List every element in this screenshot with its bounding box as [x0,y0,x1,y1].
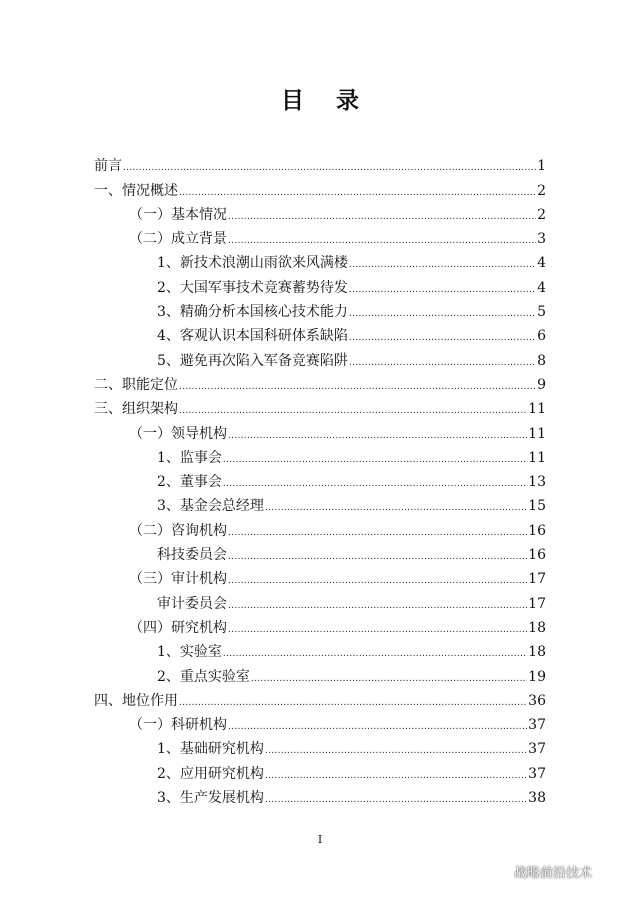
toc-leader-dots [228,210,536,224]
toc-entry-page: 13 [528,474,546,491]
toc-entry[interactable] [94,445,546,469]
toc-entry[interactable] [94,226,546,250]
toc-leader-dots [179,380,536,394]
toc-entry-page: 36 [528,692,546,709]
toc-entry-label: （一）领导机构 [129,425,227,442]
toc-entry-label: 1、基础研究机构 [157,741,264,758]
toc-leader-dots [228,720,527,734]
toc-entry-page: 37 [528,717,546,734]
toc-entry-label: 2、大国军事技术竞赛蓄势待发 [157,279,348,296]
toc-entry[interactable] [94,712,546,736]
toc-leader-dots [265,744,527,758]
toc-leader-dots [223,647,527,661]
toc-entry-label: 5、避免再次陷入军备竞赛陷阱 [157,352,348,369]
toc-entry[interactable] [94,688,546,712]
toc-entry-label: 2、重点实验室 [157,668,250,685]
toc-entry-page: 11 [528,401,546,418]
toc-entry-page: 9 [537,376,546,393]
toc-entry-page: 17 [528,595,546,612]
toc-entry-page: 1 [537,158,546,175]
toc-entry-label: 审计委员会 [157,595,227,612]
toc-leader-dots [228,599,527,613]
toc-entry-page: 16 [528,547,546,564]
toc-leader-dots [349,283,536,297]
toc-leader-dots [228,623,527,637]
toc-entry-page: 4 [537,279,546,296]
toc-entry-label: （二）咨询机构 [129,522,227,539]
toc-leader-dots [349,307,536,321]
toc-leader-dots [265,793,527,807]
toc-entry-page: 3 [537,231,546,248]
toc-entry-page: 11 [528,449,546,466]
toc-entry[interactable] [94,347,546,371]
toc-entry-label: 2、应用研究机构 [157,765,264,782]
toc-entry[interactable] [94,542,546,566]
toc-entry[interactable] [94,517,546,541]
toc-entry-label: 1、监事会 [157,449,222,466]
toc-entry-page: 19 [528,668,546,685]
toc-leader-dots [228,234,536,248]
watermark-text: 战略前沿技术 [514,866,593,881]
toc-entry-label: （一）基本情况 [129,206,227,223]
toc-leader-dots [179,696,527,710]
toc-entry-label: 4、客观认识本国科研体系缺陷 [157,328,348,345]
toc-entry-label: （四）研究机构 [129,619,227,636]
toc-leader-dots [265,501,527,515]
toc-entry-page: 5 [537,304,546,321]
toc-leader-dots [179,404,527,418]
toc-leader-dots [179,186,536,200]
toc-entry-page: 2 [537,206,546,223]
toc-entry[interactable] [94,372,546,396]
toc-entry-label: 四、地位作用 [94,692,178,709]
toc-entry-label: 三、组织架构 [94,401,178,418]
toc-entry[interactable] [94,736,546,760]
toc-entry-label: 一、情况概述 [94,182,178,199]
toc-entry-page: 15 [528,498,546,515]
toc-entry-page: 2 [537,182,546,199]
toc-leader-dots [349,331,536,345]
toc-entry[interactable] [94,566,546,590]
toc-entry-page: 38 [528,790,546,807]
toc-leader-dots [123,161,536,175]
toc-entry[interactable] [94,153,546,177]
toc-leader-dots [228,574,527,588]
toc-leader-dots [223,477,527,491]
page-title: 目 录 [280,88,371,114]
toc-entry[interactable] [94,615,546,639]
toc-entry-label: （二）成立背景 [129,231,227,248]
toc-leader-dots [265,769,527,783]
toc-entry-label: 前言 [94,158,122,175]
toc-entry-label: （三）审计机构 [129,571,227,588]
toc-entry[interactable] [94,663,546,687]
toc-entry-page: 4 [537,255,546,272]
toc-leader-dots [349,258,536,272]
toc-entry-label: （一）科研机构 [129,717,227,734]
toc-entry[interactable] [94,202,546,226]
toc-entry-label: 3、基金会总经理 [157,498,264,515]
toc-entry[interactable] [94,493,546,517]
toc-leader-dots [349,356,536,370]
toc-entry-page: 37 [528,741,546,758]
toc-entry[interactable] [94,590,546,614]
toc-entry-page: 8 [537,352,546,369]
toc-entry[interactable] [94,250,546,274]
toc-entry-label: 1、实验室 [157,644,222,661]
toc-leader-dots [223,453,527,467]
toc-entry-page: 16 [528,522,546,539]
toc-entry[interactable] [94,760,546,784]
toc-entry[interactable] [94,299,546,323]
toc-leader-dots [228,429,527,443]
toc-leader-dots [251,672,527,686]
page-number: I [317,833,323,846]
toc-entry-label: 1、新技术浪潮山雨欲来风满楼 [157,255,348,272]
toc-entry-page: 18 [528,644,546,661]
toc-entry[interactable] [94,274,546,298]
toc-entry-label: 科技委员会 [157,547,227,564]
toc-entry[interactable] [94,420,546,444]
toc-entry-label: 二、职能定位 [94,376,178,393]
toc-entry-page: 37 [528,765,546,782]
toc-leader-dots [228,526,527,540]
wechat-icon [486,863,508,881]
toc-entry[interactable] [94,177,546,201]
toc-entry[interactable] [94,785,546,809]
toc-entry[interactable] [94,396,546,420]
toc-leader-dots [228,550,527,564]
toc-entry-page: 6 [537,328,546,345]
toc-entry-page: 17 [528,571,546,588]
toc-entry[interactable] [94,323,546,347]
watermark [486,862,592,881]
toc-entry-label: 2、董事会 [157,474,222,491]
toc-entry-page: 18 [528,619,546,636]
toc-entry[interactable] [94,469,546,493]
toc-entry-label: 3、精确分析本国核心技术能力 [157,304,348,321]
table-of-contents [94,153,546,809]
toc-entry-page: 11 [528,425,546,442]
toc-entry[interactable] [94,639,546,663]
toc-entry-label: 3、生产发展机构 [157,790,264,807]
